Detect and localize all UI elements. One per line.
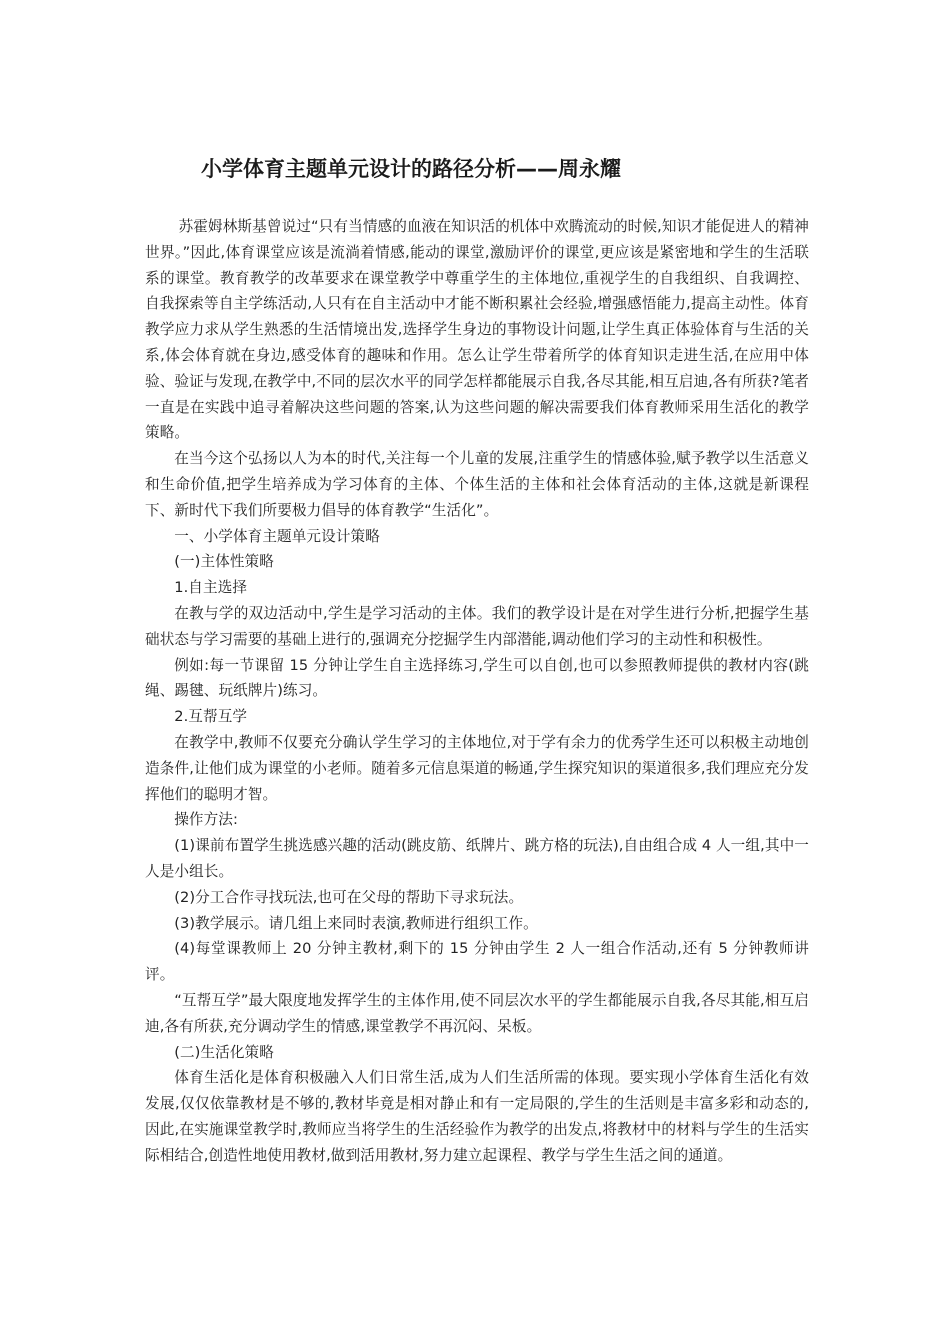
subsection-heading-subjectivity: (一)主体性策略 <box>174 553 274 571</box>
paragraph-mutual-help-summary: “互帮互学”最大限度地发挥学生的主体作用,使不同层次水平的学生都能展示自我,各尽其能,相互启迪,各有所获,充分调动学生的情感,课堂教学不再沉闷、呆板。 <box>145 991 809 1035</box>
subsection-heading-life: (二)生活化策略 <box>174 1043 274 1061</box>
document-title: 小学体育主题单元设计的路径分析——周永耀 <box>201 157 621 181</box>
paragraph-mutual-help: 在教学中,教师不仅要充分确认学生学习的主体地位,对于学有余力的优秀学生还可以积极主动地创造条件,让他们成为课堂的小老师。随着多元信息渠道的畅通,学生探究知识的渠道很多,我们理应充分发挥他们的聪明才智。 <box>145 733 809 803</box>
section-heading-strategy: 一、小学体育主题单元设计策略 <box>174 527 380 545</box>
method-step-3: (3)教学展示。请几组上来同时表演,教师进行组织工作。 <box>174 914 538 932</box>
document-page <box>145 152 809 1168</box>
item-heading-self-choice: 1.自主选择 <box>174 579 248 597</box>
paragraph-self-choice: 在教与学的双边活动中,学生是学习活动的主体。我们的教学设计是在对学生进行分析,把握学生基础状态与学习需要的基础上进行的,强调充分挖掘学生内部潜能,调动他们学习的主动性和积极性。 <box>145 604 809 648</box>
paragraph-era: 在当今这个弘扬以人为本的时代,关注每一个儿童的发展,注重学生的情感体验,赋予教学以生活意义和生命价值,把学生培养成为学习体育的主体、个体生活的主体和社会体育活动的主体,这就是新课程下、新时代下我们所要极力倡导的体育教学“生活化”。 <box>145 450 809 519</box>
paragraph-life: 体育生活化是体育积极融入人们日常生活,成为人们生活所需的体现。要实现小学体育生活化有效发展,仅仅依靠教材是不够的,教材毕竟是相对静止和有一定局限的,学生的生活则是丰富多彩和动态的,因此,在实施课堂教学时,教师应当将学生的生活经验作为教学的出发点,将教材中的材料与学生的生活实际相结合,创造性地使用教材,做到活用教材,努力建立起课程、教学与学生生活之间的通道。 <box>145 1069 809 1164</box>
method-step-1: (1)课前布置学生挑选感兴趣的活动(跳皮筋、纸牌片、跳方格的玩法),自由组合成 4 人一组,其中一人是小组长。 <box>145 837 809 880</box>
paragraph-example: 例如:每一节课留 15 分钟让学生自主选择练习,学生可以自创,也可以参照教师提供的教材内容(跳绳、踢毽、玩纸牌片)练习。 <box>145 656 809 700</box>
method-step-2: (2)分工合作寻找玩法,也可在父母的帮助下寻求玩法。 <box>174 888 524 906</box>
method-heading: 操作方法: <box>174 811 238 829</box>
item-heading-mutual-help: 2.互帮互学 <box>174 708 248 726</box>
method-step-4: (4)每堂课教师上 20 分钟主教材,剩下的 15 分钟由学生 2 人一组合作活动,还有 5 分钟教师讲评。 <box>145 940 809 984</box>
paragraph-intro: 苏霍姆林斯基曾说过“只有当情感的血液在知识活的机体中欢腾流动的时候,知识才能促进人的精神世界。”因此,体育课堂应该是流淌着情感,能动的课堂,激励评价的课堂,更应该是紧密地和学生的生活联系的课堂。教育教学的改革要求在课堂教学中尊重学生的主体地位,重视学生的自我组织、自我调控、自我探索等自主学练活动,人只有在自主活动中才能不断积累社会经验,增强感悟能力,提高主动性。体育教学应力求从学生熟悉的生活情境出发,选择学生身边的事物设计问题,让学生真正体验体育与生活的关系,体会体育就在身边,感受体育的趣味和作用。怎么让学生带着所学的体育知识走进生活,在应用中体验、验证与发现,在教学中,不同的层次水平的同学怎样都能展示自我,各尽其能,相互启迪,各有所获?笔者一直是在实践中追寻着解决这些问题的答案,认为这些问题的解决需要我们体育教师采用生活化的教学策略。 <box>145 218 809 442</box>
